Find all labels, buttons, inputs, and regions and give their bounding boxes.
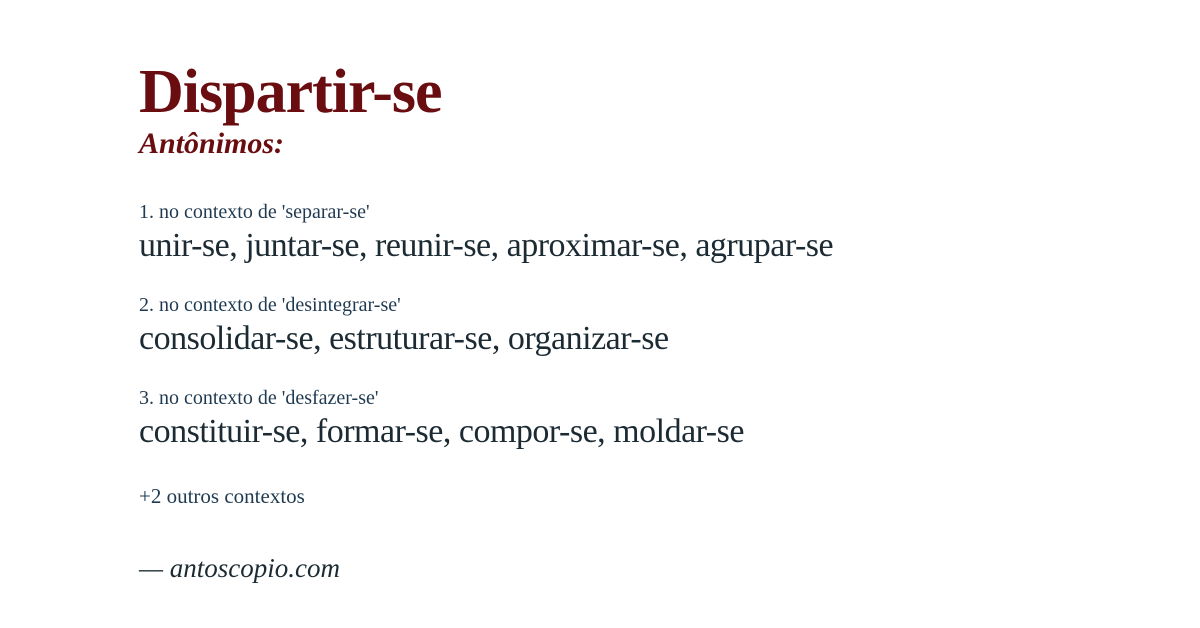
context-label: 1. no contexto de 'separar-se'	[139, 201, 370, 224]
more-contexts-note: +2 outros contextos	[139, 484, 305, 509]
antonyms-heading: Antônimos:	[139, 127, 285, 161]
page-title: Dispartir-se	[139, 58, 442, 126]
antonym-list: unir-se, juntar-se, reunir-se, aproximar-se, agrupar-se	[139, 227, 834, 265]
attribution: — antoscopio.com	[139, 553, 340, 584]
antonym-list: constituir-se, formar-se, compor-se, moldar-se	[139, 412, 744, 450]
context-section-3	[139, 386, 1140, 453]
context-label: 3. no contexto de 'desfazer-se'	[139, 386, 379, 409]
card-content	[139, 60, 1140, 584]
context-section-2	[139, 293, 1140, 360]
context-label: 2. no contexto de 'desintegrar-se'	[139, 293, 401, 316]
antonym-list: consolidar-se, estruturar-se, organizar-se	[139, 319, 669, 357]
context-section-1	[139, 200, 1140, 267]
